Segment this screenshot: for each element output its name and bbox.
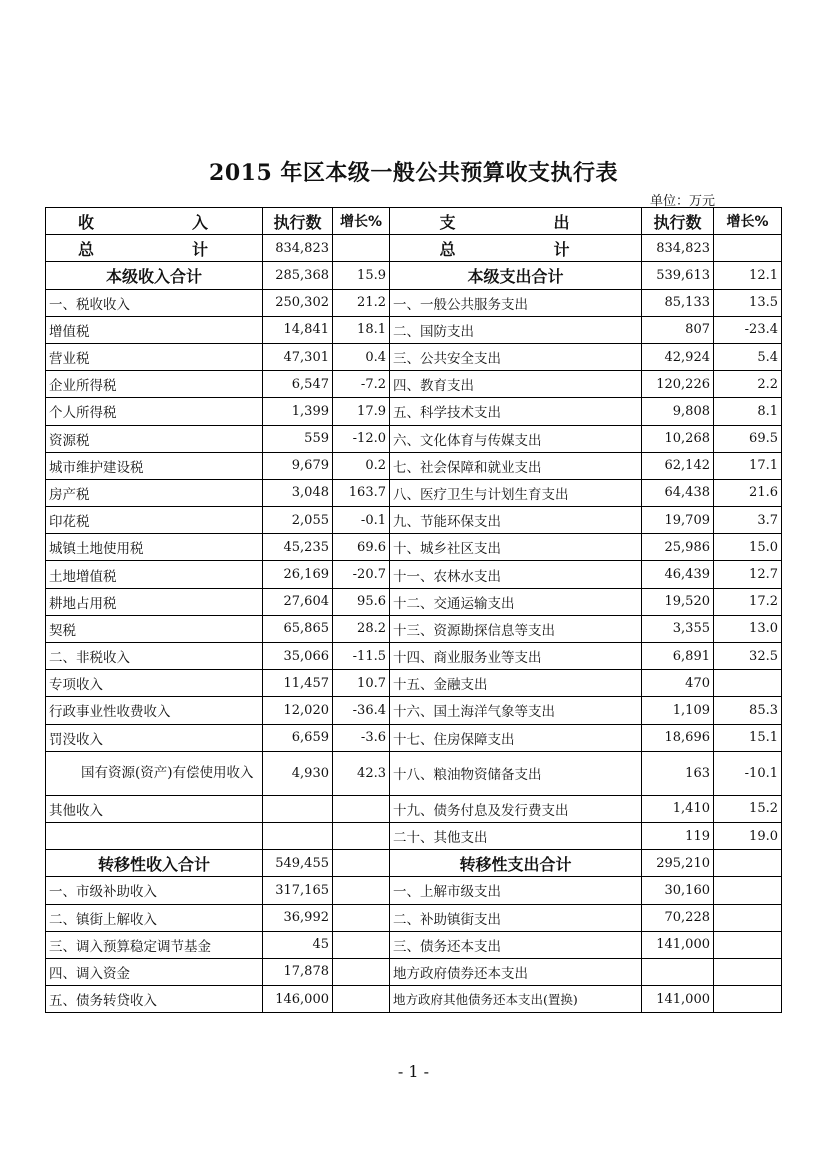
budget-table: [45, 207, 782, 1013]
expense-amount: 46,439: [642, 561, 714, 588]
expense-amount: 25,986: [642, 534, 714, 561]
expense-item: 十九、债务付息及发行费支出: [390, 795, 642, 822]
expense-item: 十二、交通运输支出: [390, 588, 642, 615]
income-item: 一、市级补助收入: [46, 877, 263, 904]
income-growth: [333, 235, 390, 262]
income-item: 一、税收收入: [46, 289, 263, 316]
table-row: [46, 795, 782, 822]
income-growth: 0.2: [333, 452, 390, 479]
expense-amount: 539,613: [642, 262, 714, 289]
expense-item: 十四、商业服务业等支出: [390, 643, 642, 670]
expense-amount: 85,133: [642, 289, 714, 316]
table-row: [46, 588, 782, 615]
income-amount: 6,547: [263, 371, 333, 398]
income-item: 专项收入: [46, 670, 263, 697]
income-amount: 12,020: [263, 697, 333, 724]
page-title: 2015 年区本级一般公共预算收支执行表: [209, 160, 618, 186]
income-item: 罚没收入: [46, 724, 263, 751]
expense-amount: 18,696: [642, 724, 714, 751]
income-amount: 36,992: [263, 904, 333, 931]
expense-amount: 6,891: [642, 643, 714, 670]
expense-amount: 62,142: [642, 452, 714, 479]
expense-item: 十六、国土海洋气象等支出: [390, 697, 642, 724]
table-row: [46, 235, 782, 262]
expense-amount: 30,160: [642, 877, 714, 904]
income-growth: -12.0: [333, 425, 390, 452]
income-growth: [333, 958, 390, 985]
unit-label: 单位：万元: [650, 194, 716, 209]
header-expense: 支 出: [390, 208, 642, 235]
income-growth: 15.9: [333, 262, 390, 289]
income-item: 城镇土地使用税: [46, 534, 263, 561]
table-row: [46, 343, 782, 370]
income-item: 城市维护建设税: [46, 452, 263, 479]
income-item: 营业税: [46, 343, 263, 370]
income-growth: [333, 904, 390, 931]
expense-item: 总 计: [390, 235, 642, 262]
income-growth: 18.1: [333, 316, 390, 343]
income-item: 总 计: [46, 235, 263, 262]
income-growth: 21.2: [333, 289, 390, 316]
income-item: [46, 822, 263, 849]
income-growth: [333, 931, 390, 958]
expense-amount: 19,520: [642, 588, 714, 615]
income-amount: 45,235: [263, 534, 333, 561]
table-row: [46, 316, 782, 343]
income-amount: 65,865: [263, 615, 333, 642]
expense-growth: 17.1: [714, 452, 782, 479]
income-amount: 250,302: [263, 289, 333, 316]
income-item: 本级收入合计: [46, 262, 263, 289]
income-amount: 1,399: [263, 398, 333, 425]
expense-item: 一、一般公共服务支出: [390, 289, 642, 316]
income-amount: 26,169: [263, 561, 333, 588]
expense-item: 一、上解市级支出: [390, 877, 642, 904]
expense-amount: 470: [642, 670, 714, 697]
income-growth: 0.4: [333, 343, 390, 370]
income-amount: 11,457: [263, 670, 333, 697]
expense-item: 四、教育支出: [390, 371, 642, 398]
table-row: [46, 507, 782, 534]
expense-growth: 15.1: [714, 724, 782, 751]
income-amount: 3,048: [263, 479, 333, 506]
expense-item: 十一、农林水支出: [390, 561, 642, 588]
table-row: [46, 371, 782, 398]
income-item: 契税: [46, 615, 263, 642]
expense-amount: 9,808: [642, 398, 714, 425]
expense-growth: 13.0: [714, 615, 782, 642]
expense-growth: -23.4: [714, 316, 782, 343]
expense-amount: 141,000: [642, 931, 714, 958]
expense-growth: [714, 670, 782, 697]
expense-amount: 1,109: [642, 697, 714, 724]
income-item: 增值税: [46, 316, 263, 343]
table-row: [46, 751, 782, 795]
expense-growth: 32.5: [714, 643, 782, 670]
table-row: [46, 534, 782, 561]
income-amount: 317,165: [263, 877, 333, 904]
income-item: 行政事业性收费收入: [46, 697, 263, 724]
expense-growth: -10.1: [714, 751, 782, 795]
expense-growth: 5.4: [714, 343, 782, 370]
income-amount: 47,301: [263, 343, 333, 370]
income-growth: [333, 795, 390, 822]
table-header-row: [46, 208, 782, 235]
income-growth: -36.4: [333, 697, 390, 724]
income-item: 四、调入资金: [46, 958, 263, 985]
expense-growth: 13.5: [714, 289, 782, 316]
income-amount: 2,055: [263, 507, 333, 534]
income-amount: [263, 795, 333, 822]
income-growth: 42.3: [333, 751, 390, 795]
income-growth: [333, 877, 390, 904]
expense-amount: 1,410: [642, 795, 714, 822]
income-amount: 27,604: [263, 588, 333, 615]
table-row: [46, 425, 782, 452]
expense-growth: 85.3: [714, 697, 782, 724]
expense-growth: 2.2: [714, 371, 782, 398]
expense-amount: 19,709: [642, 507, 714, 534]
income-item: 二、镇街上解收入: [46, 904, 263, 931]
income-item: 资源税: [46, 425, 263, 452]
income-item: 个人所得税: [46, 398, 263, 425]
header-amount-2: 执行数: [642, 208, 714, 235]
expense-item: 转移性支出合计: [390, 850, 642, 877]
expense-growth: [714, 850, 782, 877]
expense-item: 地方政府债券还本支出: [390, 958, 642, 985]
expense-amount: 163: [642, 751, 714, 795]
expense-item: 六、文化体育与传媒支出: [390, 425, 642, 452]
income-amount: 834,823: [263, 235, 333, 262]
income-growth: -7.2: [333, 371, 390, 398]
income-growth: 28.2: [333, 615, 390, 642]
income-item: 其他收入: [46, 795, 263, 822]
expense-growth: [714, 904, 782, 931]
expense-item: 十七、住房保障支出: [390, 724, 642, 751]
income-amount: 285,368: [263, 262, 333, 289]
expense-growth: 8.1: [714, 398, 782, 425]
expense-growth: 3.7: [714, 507, 782, 534]
expense-item: 十八、粮油物资储备支出: [390, 751, 642, 795]
expense-amount: 3,355: [642, 615, 714, 642]
expense-growth: 21.6: [714, 479, 782, 506]
table-row: [46, 904, 782, 931]
expense-item: 二、补助镇街支出: [390, 904, 642, 931]
income-item: 三、调入预算稳定调节基金: [46, 931, 263, 958]
expense-amount: 70,228: [642, 904, 714, 931]
expense-growth: 15.0: [714, 534, 782, 561]
income-amount: 549,455: [263, 850, 333, 877]
expense-amount: 141,000: [642, 986, 714, 1013]
income-item: 二、非税收入: [46, 643, 263, 670]
table-row: [46, 398, 782, 425]
expense-growth: 17.2: [714, 588, 782, 615]
table-row: [46, 452, 782, 479]
table-row: [46, 986, 782, 1013]
expense-item: 二十、其他支出: [390, 822, 642, 849]
expense-item: 七、社会保障和就业支出: [390, 452, 642, 479]
expense-amount: [642, 958, 714, 985]
table-row: [46, 643, 782, 670]
table-row: [46, 822, 782, 849]
income-amount: 9,679: [263, 452, 333, 479]
income-growth: 17.9: [333, 398, 390, 425]
expense-growth: [714, 931, 782, 958]
table-row: [46, 958, 782, 985]
expense-item: 三、公共安全支出: [390, 343, 642, 370]
header-growth-2: 增长%: [714, 208, 782, 235]
expense-item: 五、科学技术支出: [390, 398, 642, 425]
expense-amount: 42,924: [642, 343, 714, 370]
expense-growth: [714, 235, 782, 262]
expense-amount: 295,210: [642, 850, 714, 877]
table-row: [46, 262, 782, 289]
header-income: 收 入: [46, 208, 263, 235]
table-row: [46, 479, 782, 506]
income-amount: 17,878: [263, 958, 333, 985]
expense-amount: 807: [642, 316, 714, 343]
table-row: [46, 877, 782, 904]
expense-amount: 10,268: [642, 425, 714, 452]
header-amount: 执行数: [263, 208, 333, 235]
income-growth: 10.7: [333, 670, 390, 697]
income-item: 企业所得税: [46, 371, 263, 398]
page-number: - 1 -: [397, 1062, 430, 1081]
table-row: [46, 615, 782, 642]
table-row: [46, 289, 782, 316]
expense-item: 十五、金融支出: [390, 670, 642, 697]
expense-item: 三、债务还本支出: [390, 931, 642, 958]
expense-amount: 834,823: [642, 235, 714, 262]
income-item: 印花税: [46, 507, 263, 534]
income-growth: 163.7: [333, 479, 390, 506]
income-amount: 4,930: [263, 751, 333, 795]
income-growth: [333, 822, 390, 849]
income-item: 土地增值税: [46, 561, 263, 588]
income-growth: -0.1: [333, 507, 390, 534]
expense-growth: 12.1: [714, 262, 782, 289]
expense-growth: 19.0: [714, 822, 782, 849]
income-amount: 45: [263, 931, 333, 958]
income-growth: -20.7: [333, 561, 390, 588]
expense-growth: 12.7: [714, 561, 782, 588]
income-amount: 35,066: [263, 643, 333, 670]
income-amount: 14,841: [263, 316, 333, 343]
table-row: [46, 697, 782, 724]
income-amount: 559: [263, 425, 333, 452]
income-growth: -3.6: [333, 724, 390, 751]
income-item: 五、债务转贷收入: [46, 986, 263, 1013]
income-growth: [333, 850, 390, 877]
income-growth: 95.6: [333, 588, 390, 615]
income-item: 房产税: [46, 479, 263, 506]
expense-item: 八、医疗卫生与计划生育支出: [390, 479, 642, 506]
income-item: 转移性收入合计: [46, 850, 263, 877]
income-item: 耕地占用税: [46, 588, 263, 615]
table-row: [46, 850, 782, 877]
expense-item: 十、城乡社区支出: [390, 534, 642, 561]
expense-item: 十三、资源勘探信息等支出: [390, 615, 642, 642]
income-growth: 69.6: [333, 534, 390, 561]
expense-item: 二、国防支出: [390, 316, 642, 343]
expense-growth: [714, 986, 782, 1013]
expense-item: 本级支出合计: [390, 262, 642, 289]
income-amount: 146,000: [263, 986, 333, 1013]
income-amount: [263, 822, 333, 849]
expense-amount: 64,438: [642, 479, 714, 506]
header-growth: 增长%: [333, 208, 390, 235]
expense-growth: 69.5: [714, 425, 782, 452]
table-row: [46, 724, 782, 751]
income-growth: [333, 986, 390, 1013]
income-growth: -11.5: [333, 643, 390, 670]
expense-amount: 119: [642, 822, 714, 849]
table-row: [46, 561, 782, 588]
expense-growth: [714, 877, 782, 904]
expense-growth: [714, 958, 782, 985]
income-item: 国有资源(资产)有偿使用收入: [46, 751, 263, 795]
income-amount: 6,659: [263, 724, 333, 751]
expense-growth: 15.2: [714, 795, 782, 822]
expense-amount: 120,226: [642, 371, 714, 398]
expense-item: 九、节能环保支出: [390, 507, 642, 534]
table-row: [46, 670, 782, 697]
expense-item: 地方政府其他债务还本支出(置换): [390, 986, 642, 1013]
table-row: [46, 931, 782, 958]
